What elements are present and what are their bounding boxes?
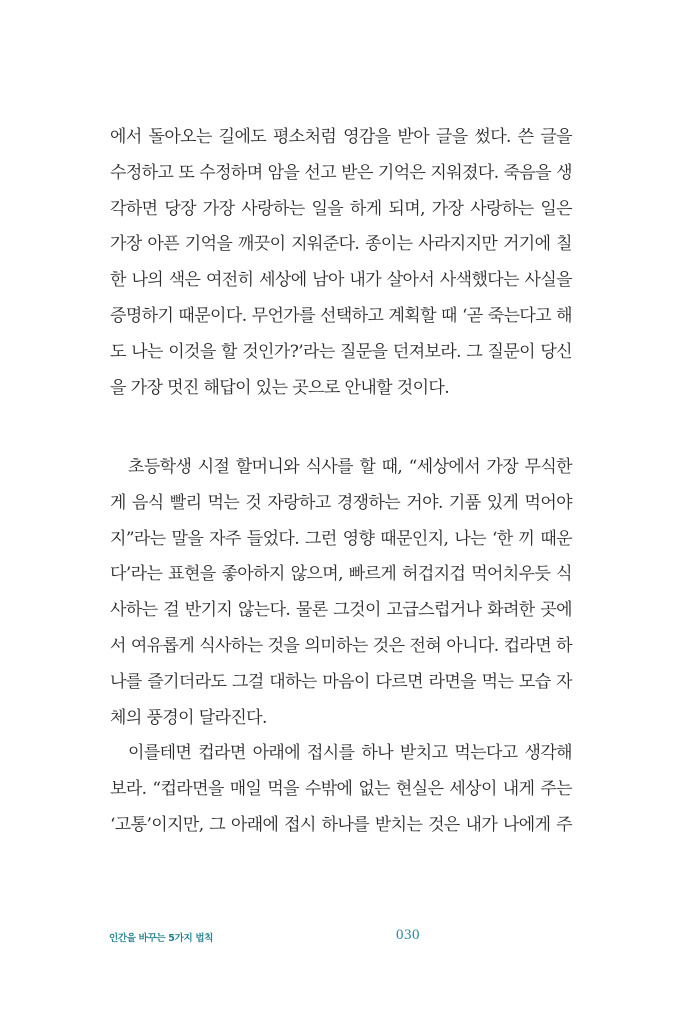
paragraph-1 bbox=[110, 120, 572, 406]
text-line: 지”라는 말을 자주 들었다. 그런 영향 때문인지, 나는 ‘한 끼 때운 bbox=[110, 528, 572, 549]
text-line: 다’라는 표현을 좋아하지 않으며, 빠르게 허겁지겁 먹어치우듯 식 bbox=[110, 564, 572, 585]
text-line: 증명하기 때문이다. 무언가를 선택하고 계획할 때 ‘곧 죽는다고 해 bbox=[110, 305, 572, 326]
text-line: 에서 돌아오는 길에도 평소처럼 영감을 받아 글을 썼다. 쓴 글을 bbox=[110, 127, 572, 147]
text-line: 각하면 당장 가장 사랑하는 일을 하게 되며, 가장 사랑하는 일은 bbox=[110, 198, 572, 219]
text-line: 사하는 걸 반기지 않는다. 물론 그것이 고급스럽거나 화려한 곳에 bbox=[110, 600, 572, 621]
text-line: 체의 풍경이 달라진다. bbox=[110, 707, 267, 728]
text-line: 수정하고 또 수정하며 암을 선고 받은 기억은 지워졌다. 죽음을 생 bbox=[110, 162, 572, 183]
running-footer-book-title: 인간을 바꾸는 5가지 법칙 bbox=[109, 933, 214, 944]
text-line: 을 가장 멋진 해답이 있는 곳으로 안내할 것이다. bbox=[110, 377, 450, 398]
page-number: 030 bbox=[396, 927, 420, 943]
text-line: ‘고통’이지만, 그 아래에 접시 하나를 받치는 것은 내가 나에게 주 bbox=[110, 814, 572, 835]
text-line: 가장 아픈 기억을 깨끗이 지워준다. 종이는 사라지지만 거기에 칠 bbox=[110, 234, 572, 255]
text-line: 게 음식 빨리 먹는 것 자랑하고 경쟁하는 거야. 기품 있게 먹어야 bbox=[110, 492, 572, 513]
text-line: 한 나의 색은 여전히 세상에 남아 내가 살아서 사색했다는 사실을 bbox=[110, 270, 572, 291]
text-line: 나를 즐기더라도 그걸 대하는 마음이 다르면 라면을 먹는 모습 자 bbox=[110, 671, 572, 692]
text-line: 초등학생 시절 할머니와 식사를 할 때, “세상에서 가장 무식한 bbox=[128, 457, 572, 477]
paragraph-2 bbox=[110, 450, 572, 844]
text-line: 서 여유롭게 식사하는 것을 의미하는 것은 전혀 아니다. 컵라면 하 bbox=[110, 635, 572, 656]
text-line: 보라. “컵라면을 매일 먹을 수밖에 없는 현실은 세상이 내게 주는 bbox=[110, 779, 572, 800]
text-line: 이를테면 컵라면 아래에 접시를 하나 받치고 먹는다고 생각해 bbox=[128, 743, 572, 764]
text-line: 도 나는 이것을 할 것인가?’라는 질문을 던져보라. 그 질문이 당신 bbox=[110, 341, 572, 362]
